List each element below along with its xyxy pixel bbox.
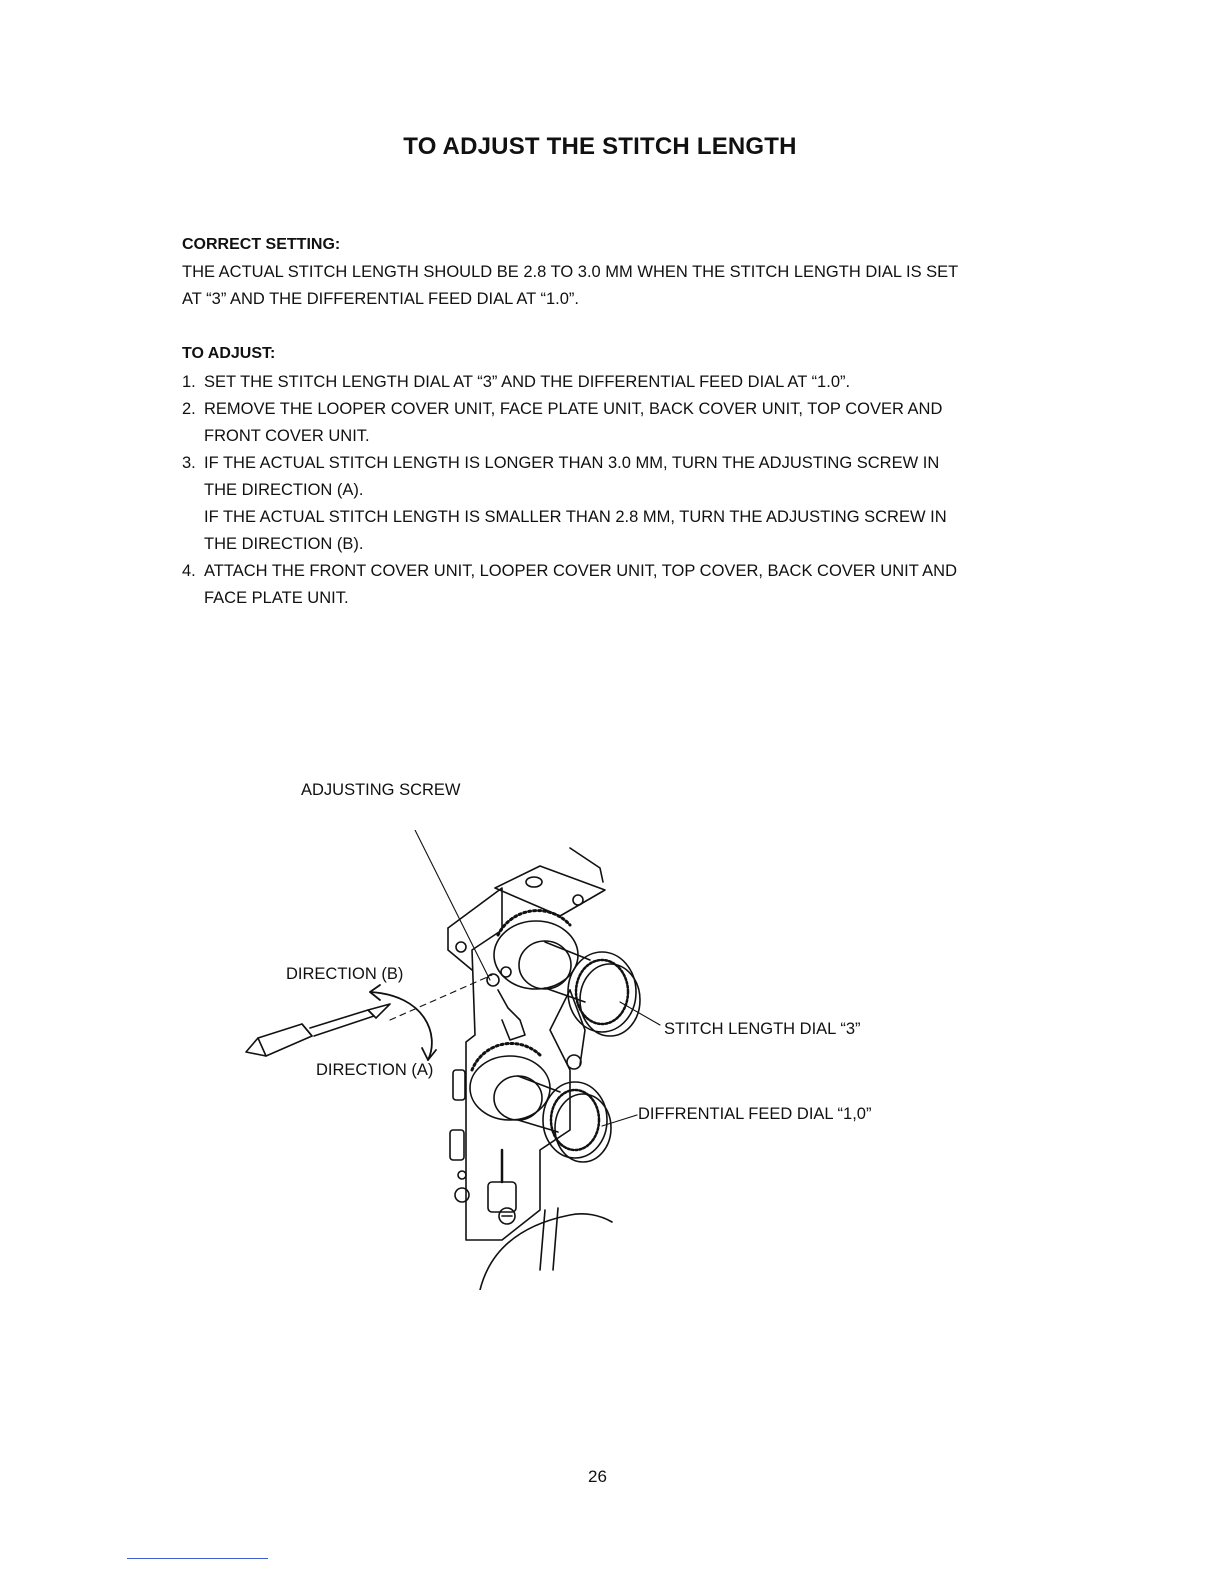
adjusting-screw-label: ADJUSTING SCREW xyxy=(301,781,461,799)
step-number: 4. xyxy=(182,562,196,580)
step-line: FRONT COVER UNIT. xyxy=(204,427,370,445)
differential-feed-dial-knob xyxy=(543,1082,607,1158)
footer-rule xyxy=(127,1558,268,1559)
differential-feed-dial-label: DIFFRENTIAL FEED DIAL “1,0” xyxy=(638,1105,872,1123)
upper-gear-teeth xyxy=(498,911,570,935)
adjusting-screw-leader-line xyxy=(400,830,490,980)
stitch-length-dial-label: STITCH LENGTH DIAL “3” xyxy=(664,1020,861,1038)
step-line: FACE PLATE UNIT. xyxy=(204,589,349,607)
side-screw-icon xyxy=(567,1055,581,1069)
step-item xyxy=(182,396,1042,450)
stitch-length-mechanism-illustration xyxy=(240,830,800,1290)
step-line: THE DIRECTION (A). xyxy=(204,481,364,499)
step-item xyxy=(182,450,1042,558)
screwdriver-icon xyxy=(246,1004,390,1056)
step-number: 1. xyxy=(182,373,196,391)
step-line: IF THE ACTUAL STITCH LENGTH IS SMALLER THAN 2.8 MM, TURN THE ADJUSTING SCREW IN xyxy=(204,508,947,526)
to-adjust-heading: TO ADJUST: xyxy=(182,345,276,362)
step-line: THE DIRECTION (B). xyxy=(204,535,364,553)
main-frame-plate xyxy=(448,888,570,1240)
step-item xyxy=(182,369,1042,396)
top-bracket xyxy=(495,866,605,916)
step-line: REMOVE THE LOOPER COVER UNIT, FACE PLATE UNIT, BACK COVER UNIT, TOP COVER AND xyxy=(204,400,943,418)
direction-a-label: DIRECTION (A) xyxy=(316,1061,434,1079)
alignment-dashed-line xyxy=(390,975,492,1020)
top-screw-icon xyxy=(526,877,542,887)
frame-hole-icon xyxy=(456,942,466,952)
correct-setting-text xyxy=(182,259,1042,313)
correct-setting-line-2: AT “3” AND THE DIFFERENTIAL FEED DIAL AT “1.0”. xyxy=(182,290,579,308)
adjust-steps-list xyxy=(182,369,1042,612)
adjusting-screw-icon xyxy=(487,974,499,986)
correct-setting-line-1: THE ACTUAL STITCH LENGTH SHOULD BE 2.8 TO 3.0 MM WHEN THE STITCH LENGTH DIAL IS SET xyxy=(182,263,959,281)
stitch-length-dial-knob xyxy=(568,952,636,1032)
page-number: 26 xyxy=(588,1467,607,1486)
step-number: 3. xyxy=(182,454,196,472)
step-line: IF THE ACTUAL STITCH LENGTH IS LONGER THAN 3.0 MM, TURN THE ADJUSTING SCREW IN xyxy=(204,454,940,472)
step-number: 2. xyxy=(182,400,196,418)
direction-b-label: DIRECTION (B) xyxy=(286,965,404,983)
step-line: ATTACH THE FRONT COVER UNIT, LOOPER COVER UNIT, TOP COVER, BACK COVER UNIT AND xyxy=(204,562,958,580)
direction-a-arrowhead-icon xyxy=(422,1048,436,1060)
step-item xyxy=(182,558,1042,612)
lower-block xyxy=(488,1182,516,1212)
correct-setting-heading: CORRECT SETTING: xyxy=(182,236,341,253)
step-line: SET THE STITCH LENGTH DIAL AT “3” AND THE DIFFERENTIAL FEED DIAL AT “1.0”. xyxy=(204,373,851,391)
page-title: TO ADJUST THE STITCH LENGTH xyxy=(403,133,797,160)
base-arc xyxy=(480,1214,612,1290)
